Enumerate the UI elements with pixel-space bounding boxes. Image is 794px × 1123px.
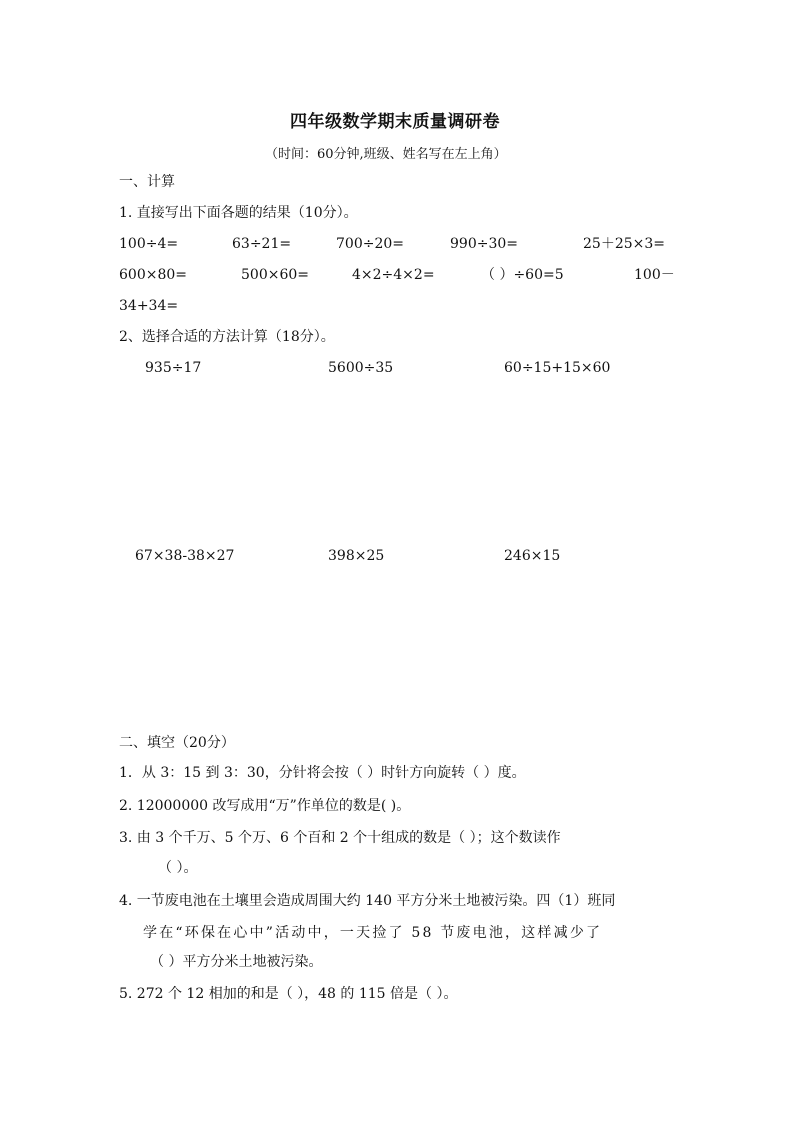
s1-q2-r2-item: 246×15 [504,548,561,564]
s2-q1: 1．从 3：15 到 3：30，分针将会按（ ）时针方向旋转（ ）度。 [119,765,526,781]
s1-q1-r3-item: 34+34= [119,298,179,314]
section2-heading: 二、填空（20分） [119,735,235,751]
s1-q1-r2-item: 600×80= [119,267,187,283]
s2-q5: 5. 272 个 12 相加的和是（ ），48 的 115 倍是（ ）。 [119,986,458,1002]
s1-q1-r2-item: 4×2÷4×2= [352,267,435,283]
page-subtitle: （时间：60分钟,班级、姓名写在左上角） [265,147,507,162]
s1-q1-r1-item: 990÷30= [450,236,518,252]
s2-q4-line2: 学在“环保在心中”活动中，一天捡了 58 节废电池，这样减少了 [143,925,603,941]
section1-heading: 一、计算 [119,174,175,190]
s1-q1-label: 1. 直接写出下面各题的结果（10分）。 [119,205,358,221]
s1-q1-r1-item: 100÷4= [119,236,179,252]
s1-q1-r2-item: 500×60= [241,267,309,283]
s1-q1-r2-item: （ ）÷60=5 [481,267,564,283]
s1-q2-r2-item: 67×38-38×27 [135,548,235,564]
s1-q1-r1-item: 63÷21= [232,236,292,252]
s2-q2: 2. 12000000 改写成用“万”作单位的数是( )。 [119,798,411,814]
s1-q1-r1-item: 700÷20= [336,236,404,252]
page-title: 四年级数学期末质量调研卷 [290,112,500,132]
s1-q1-r1-item: 25＋25×3= [583,236,665,252]
s1-q2-r1-item: 60÷15+15×60 [504,360,611,376]
s1-q2-r2-item: 398×25 [328,548,385,564]
s2-q4-line1: 4. 一节废电池在土壤里会造成周围大约 140 平方分米土地被污染。四（1）班同 [119,893,616,909]
s1-q2-r1-item: 5600÷35 [328,360,394,376]
s1-q1-r2-item: 100－ [634,267,675,283]
s1-q2-label: 2、选择合适的方法计算（18分）。 [119,329,335,345]
s2-q3-line1: 3. 由 3 个千万、5 个万、6 个百和 2 个十组成的数是（ ）；这个数读作 [119,830,561,846]
s1-q2-r1-item: 935÷17 [145,360,202,376]
s2-q3-line2: （ ）。 [158,860,198,876]
s2-q4-line3: （ ）平方分米土地被污染。 [150,954,323,970]
